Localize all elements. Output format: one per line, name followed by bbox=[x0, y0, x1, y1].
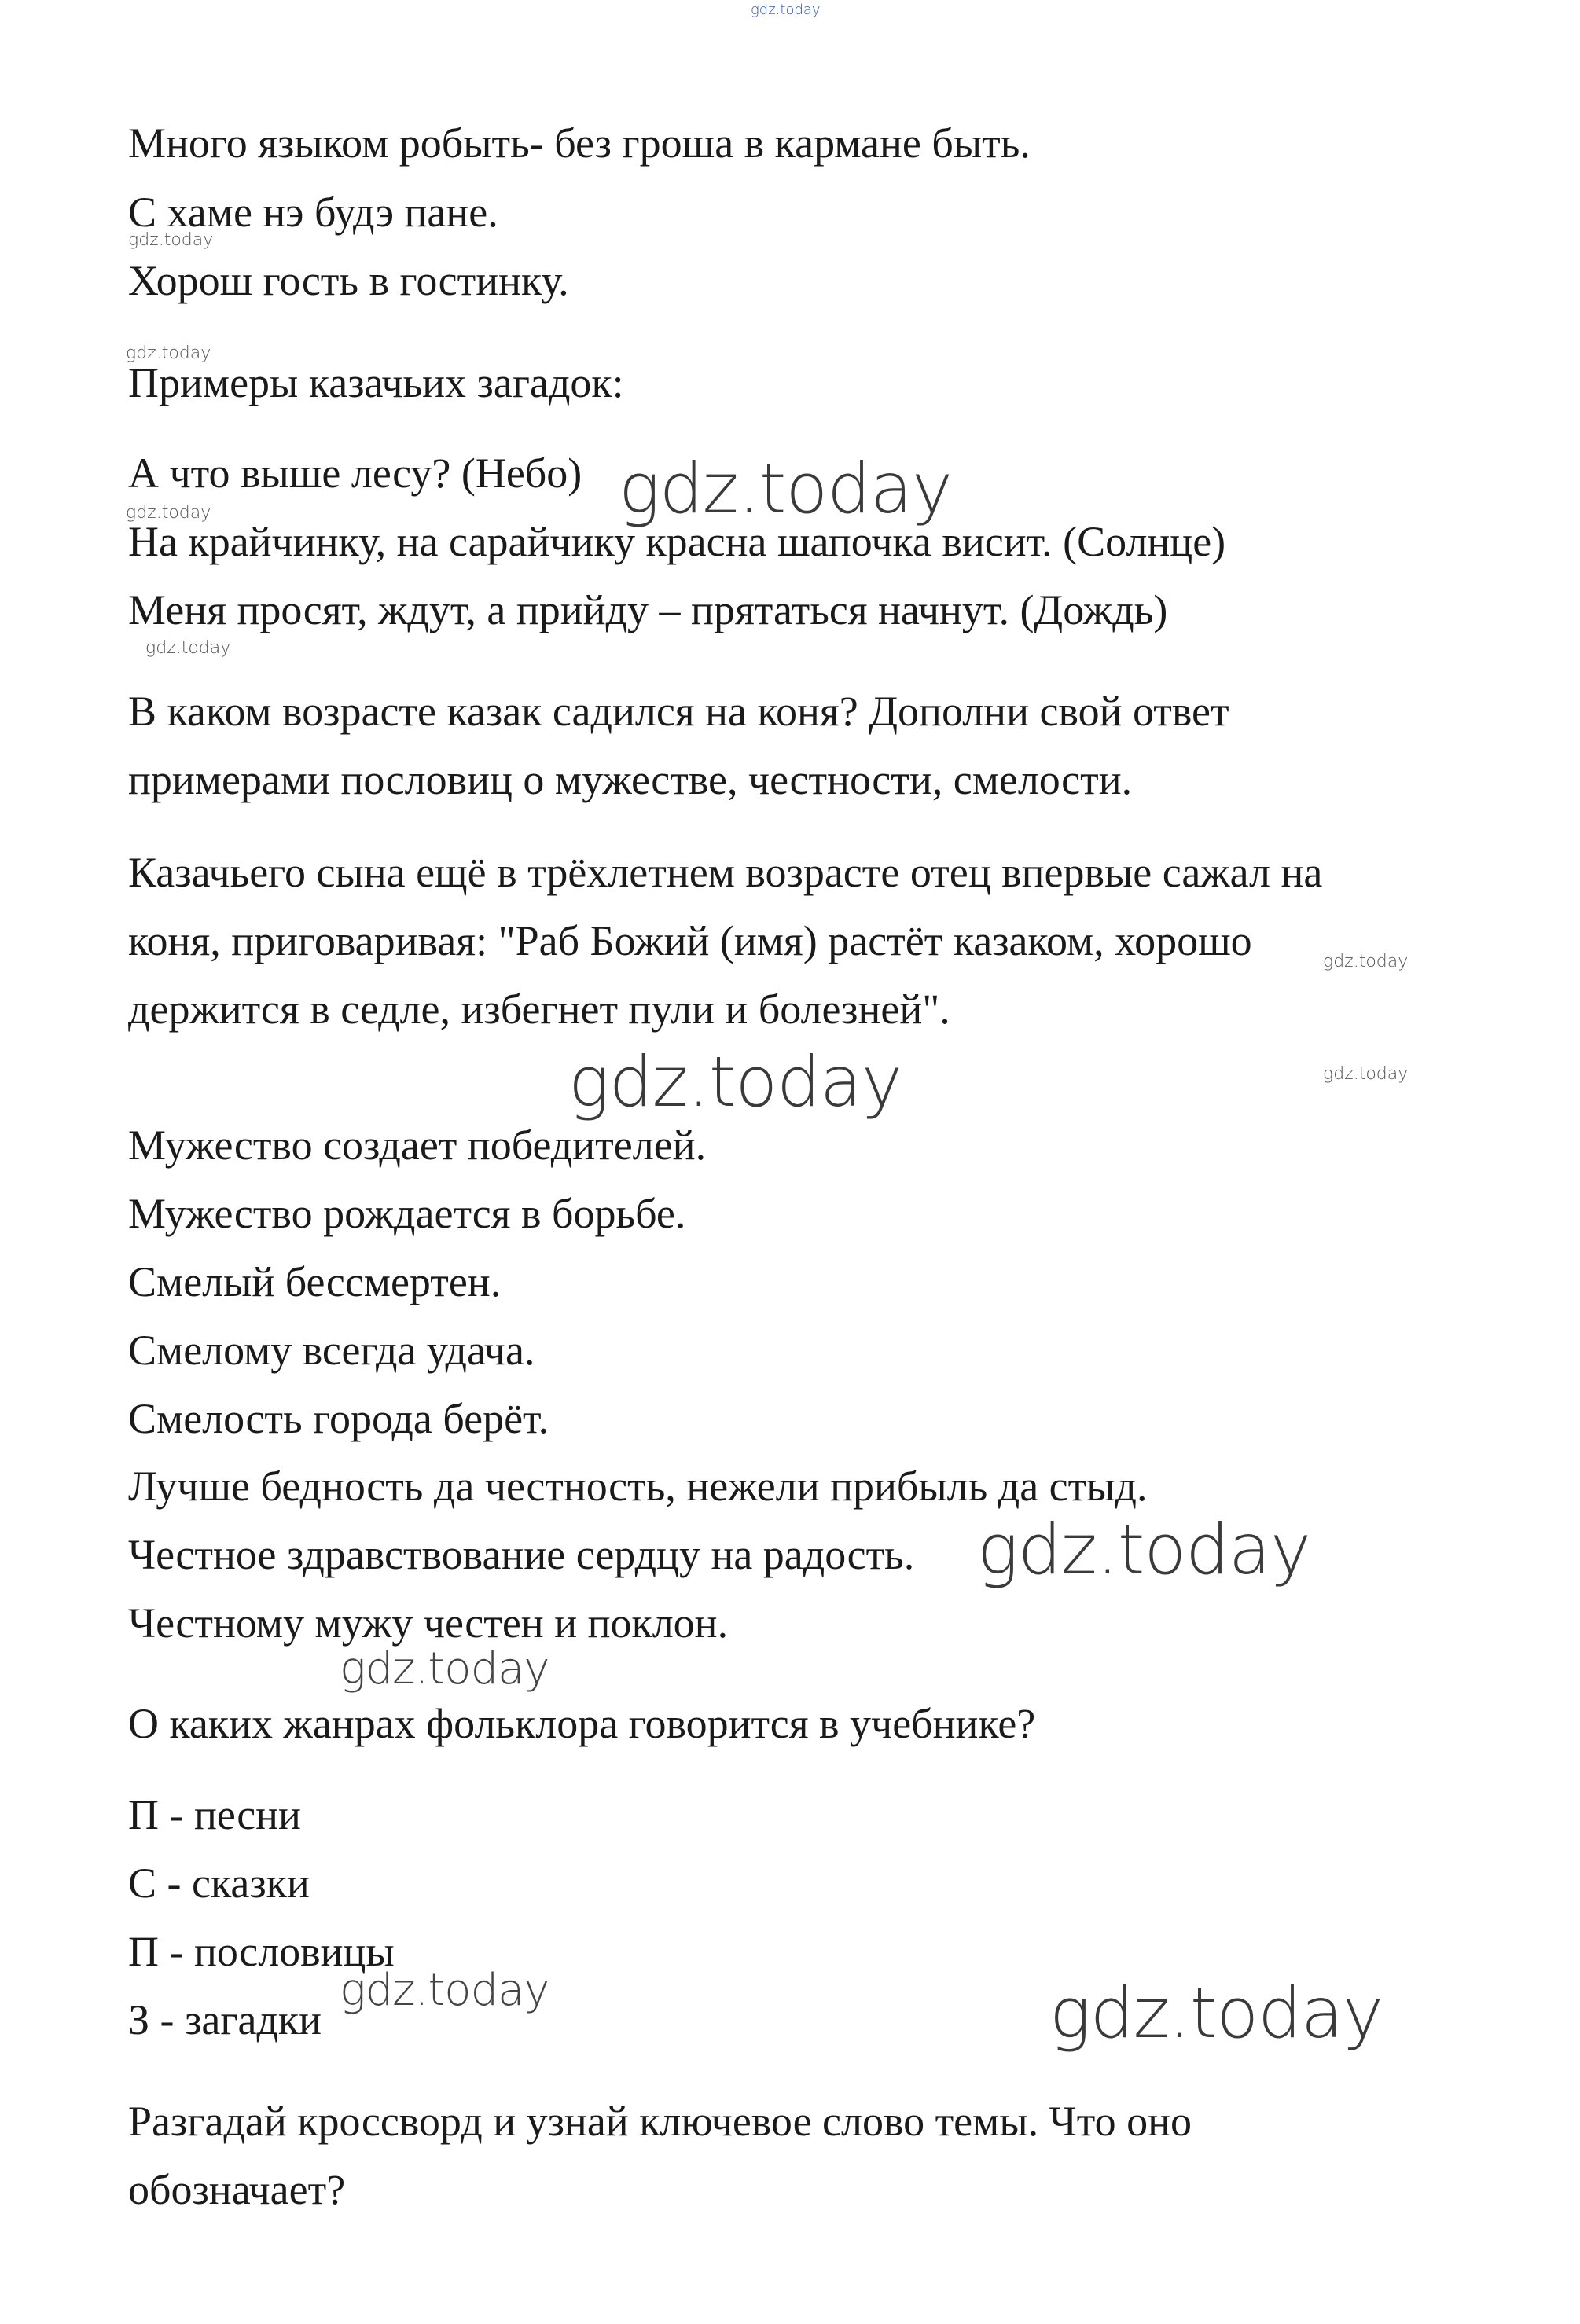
text-line: примерами пословиц о мужестве, честности, смелости. bbox=[128, 756, 1133, 803]
watermark-small: gdz.today bbox=[126, 503, 211, 523]
text-line: Смелому всегда удача. bbox=[128, 1327, 535, 1374]
text-line: Меня просят, ждут, а прийду – прятаться начнут. (Дождь) bbox=[128, 586, 1168, 633]
text-line: Смелость города берёт. bbox=[128, 1395, 549, 1442]
watermark-small: gdz.today bbox=[128, 230, 214, 250]
text-line: Лучше бедность да честность, нежели прибыль да стыд. bbox=[128, 1463, 1148, 1510]
text-line: На крайчинку, на сарайчику красна шапочка висит. (Солнце) bbox=[128, 518, 1226, 565]
text-line: Смелый бессмертен. bbox=[128, 1258, 502, 1305]
text-line: П - пословицы bbox=[128, 1928, 395, 1975]
watermark-top: gdz.today bbox=[751, 2, 821, 18]
text-line: Честное здравствование сердцу на радость. bbox=[128, 1531, 915, 1578]
watermark-small: gdz.today bbox=[1323, 1064, 1409, 1084]
text-line: обозначает? bbox=[128, 2166, 346, 2213]
text-line: Честному мужу честен и поклон. bbox=[128, 1599, 729, 1647]
text-line: Хорош гость в гостинку. bbox=[128, 257, 569, 304]
text-line: Разгадай кроссворд и узнай ключевое слово темы. Что оно bbox=[128, 2098, 1192, 2145]
watermark-small: gdz.today bbox=[126, 343, 211, 363]
text-line: О каких жанрах фольклора говорится в учебнике? bbox=[128, 1700, 1036, 1747]
text-line: С хаме нэ будэ пане. bbox=[128, 189, 498, 236]
text-line: Казачьего сына ещё в трёхлетнем возрасте отец впервые сажал на bbox=[128, 849, 1323, 896]
watermark-large: gdz.today bbox=[568, 1041, 902, 1122]
text-line: З - загадки bbox=[128, 1996, 322, 2043]
watermark-large: gdz.today bbox=[619, 448, 953, 529]
text-line: держится в седле, избегнет пули и болезней". bbox=[128, 986, 950, 1033]
text-line: С - сказки bbox=[128, 1860, 310, 1907]
text-line: В каком возрасте казак садился на коня? Дополни свой ответ bbox=[128, 688, 1229, 735]
watermark-medium: gdz.today bbox=[340, 1643, 549, 1694]
text-line: Мужество создает победителей. bbox=[128, 1122, 707, 1169]
watermark-large: gdz.today bbox=[977, 1509, 1311, 1590]
text-line: А что выше лесу? (Небо) bbox=[128, 450, 582, 497]
text-line: Мужество рождается в борьбе. bbox=[128, 1190, 686, 1237]
text-line: Примеры казачьих загадок: bbox=[128, 359, 624, 406]
watermark-large: gdz.today bbox=[1049, 1973, 1383, 2054]
text-line: П - песни bbox=[128, 1791, 301, 1838]
watermark-small: gdz.today bbox=[1323, 952, 1409, 971]
text-line: Много языком робыть- без гроша в кармане быть. bbox=[128, 119, 1031, 167]
watermark-small: gdz.today bbox=[145, 638, 231, 658]
watermark-medium: gdz.today bbox=[340, 1965, 549, 2016]
text-line: коня, приговаривая: "Раб Божий (имя) растёт казаком, хорошо bbox=[128, 917, 1252, 964]
